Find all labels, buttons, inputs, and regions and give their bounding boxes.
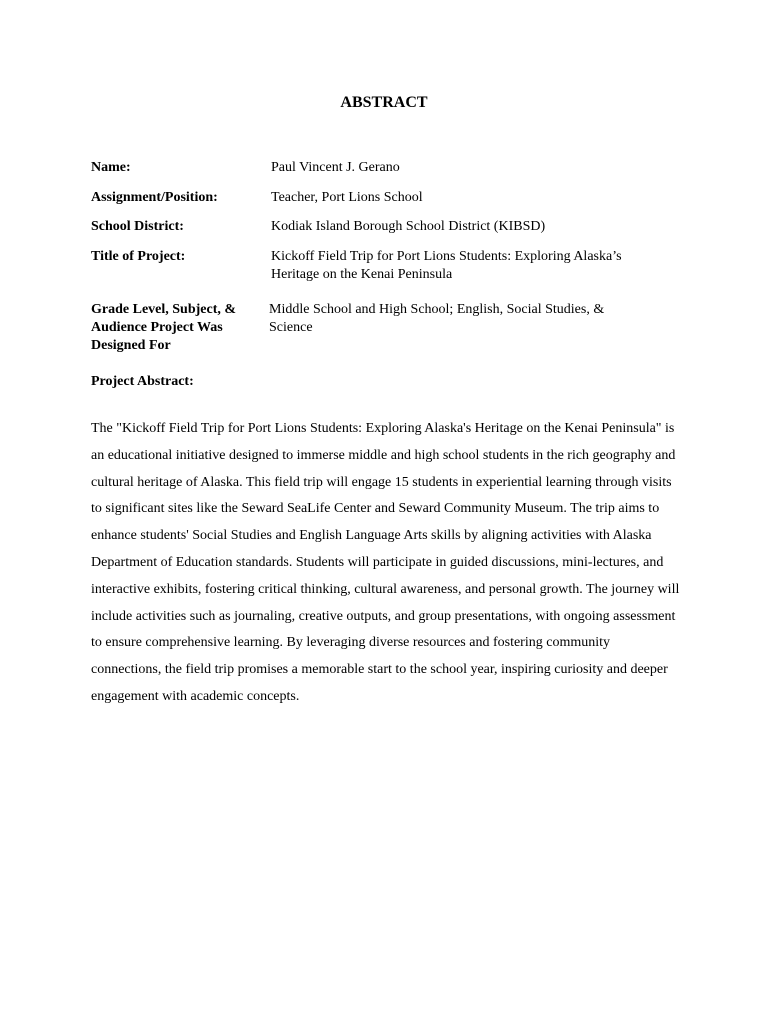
district-label: School District: [91,219,184,234]
grade-level-label: Grade Level, Subject, & Audience Project Was Designed For [91,302,237,353]
name-label: Name: [91,160,131,175]
project-abstract-label: Project Abstract: [91,374,194,389]
project-title-value: Kickoff Field Trip for Port Lions Students: Exploring Alaska’s Heritage on the Kenai Peninsula [271,249,622,282]
assignment-label: Assignment/Position: [91,190,218,205]
project-abstract-text: The "Kickoff Field Trip for Port Lions Students: Exploring Alaska's Heritage on the Kenai Peninsula" is an educational initiative designed to immerse middle and high school students in the rich geography and cultural heritage of Alaska. This field trip will engage 15 students in experiential learning through visits to significant sites like the Seward SeaLife Center and Seward Community Museum. The trip aims to enhance students' Social Studies and English Language Arts skills by aligning activities with Alaska Department of Education standards. Students will participate in guided discussions, mini-lectures, and interactive exhibits, fostering critical thinking, cultural awareness, and personal growth. The journey will include activities such as journaling, creative outputs, and group presentations, with ongoing assessment to ensure comprehensive learning. By leveraging diverse resources and fostering community connections, the field trip promises a memorable start to the school year, inspiring curiosity and deeper engagement with academic concepts. [91,421,680,704]
assignment-value: Teacher, Port Lions School [271,190,423,205]
name-value: Paul Vincent J. Gerano [271,160,400,175]
grade-level-value: Middle School and High School; English, Social Studies, & Science [269,302,605,335]
district-value: Kodiak Island Borough School District (KIBSD) [271,219,546,234]
project-title-label: Title of Project: [91,249,186,264]
document-title: ABSTRACT [340,94,428,111]
